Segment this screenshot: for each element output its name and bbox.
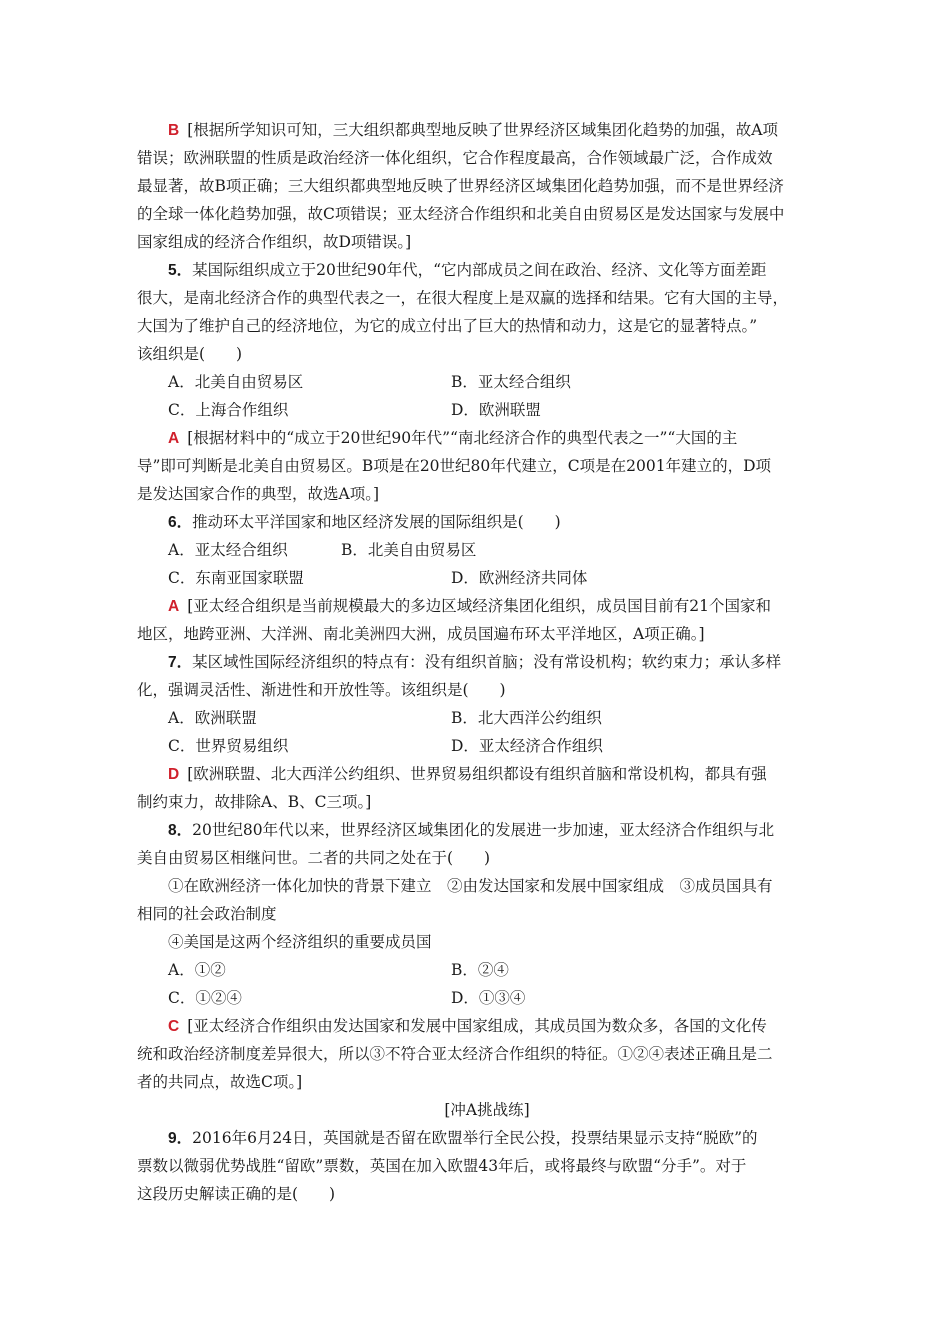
option-c: C．东南亚国家联盟 <box>168 569 304 587</box>
option-b: B．亚太经合组织 <box>451 373 571 391</box>
option-c: C．世界贸易组织 <box>168 737 289 755</box>
statement-line: 相同的社会政治制度 <box>137 905 277 923</box>
option-d: D．欧洲联盟 <box>451 401 541 419</box>
options-row <box>137 564 837 592</box>
answer-letter: B <box>168 122 180 139</box>
options-row <box>137 368 837 396</box>
statement-line: ①在欧洲经济一体化加快的背景下建立 ②由发达国家和发展中国家组成 ③成员国具有 <box>168 877 773 895</box>
question-number: 9． <box>168 1130 193 1147</box>
options-row <box>137 984 837 1012</box>
option-c: C．①②④ <box>168 989 242 1007</box>
question-number: 5． <box>168 262 193 279</box>
options-row <box>137 956 837 984</box>
question-number: 8． <box>168 822 193 839</box>
option-d: D．①③④ <box>451 989 526 1007</box>
option-d: D．亚太经济合作组织 <box>451 737 603 755</box>
answer-letter: C <box>168 1018 180 1035</box>
option-a: A．北美自由贸易区 <box>168 373 304 391</box>
options-row <box>137 536 837 564</box>
option-a: A．欧洲联盟 <box>168 709 257 727</box>
answer-letter: A <box>168 598 180 615</box>
option-c: C．上海合作组织 <box>168 401 289 419</box>
section-title: [冲A挑战练] <box>444 1101 530 1119</box>
answer-letter: D <box>168 766 180 783</box>
option-a: A．亚太经合组织 <box>168 541 288 559</box>
option-b: B．北大西洋公约组织 <box>451 709 602 727</box>
question-8: 8．20世纪80年代以来，世界经济区域集团化的发展进一步加速，亚太经济合作组织与北 美自由贸易区相继问世。二者的共同之处在于( ) ①在欧洲经济一体化加快的背景下建立 ②由发达国家和发展中国家组成 ③成员国具有 相同的社会政治制度 ④美国是这两个经济组织的重要成员国 A．①② B．②④ C．①②④ D．①③④ C [亚太经济合作组织由发达国家和发展中国家组成，其成员国为数众多，各国的文化传 统和政治经济制度差异很大，所以③不符合亚太经济合作组织的特征。①②④表述正确且是二 者的共同点，故选C项。] <box>137 816 837 1096</box>
options-row <box>137 396 837 424</box>
question-9: 9．2016年6月24日，英国就是否留在欧盟举行全民公投，投票结果显示支持“脱欧”的 票数以微弱优势战胜“留欧”票数，英国在加入欧盟43年后，或将最终与欧盟“分手”。对于 这段历史解读正确的是( ) <box>137 1129 758 1203</box>
document-page <box>137 116 837 1208</box>
answer-letter: A <box>168 430 180 447</box>
q4-analysis: B [根据所学知识可知，三大组织都典型地反映了世界经济区域集团化趋势的加强，故A项 错误；欧洲联盟的性质是政治经济一体化组织，它合作程度最高，合作领域最广泛，合作成效 最显著，故B项正确；三大组织都典型地反映了世界经济区域集团化趋势加强，而不是世界经济 的全球一体化趋势加强，故C项错误；亚太经济合作组织和北美自由贸易区是发达国家与发展中 国家组成的经济合作组织，故D项错误。] <box>137 121 785 251</box>
option-d: D．欧洲经济共同体 <box>451 569 588 587</box>
question-6: 6．推动环太平洋国家和地区经济发展的国际组织是( ) A．亚太经合组织 B．北美自由贸易区 C．东南亚国家联盟 D．欧洲经济共同体 A [亚太经合组织是当前规模最大的多边区域经济集团化组织，成员国目前有21个国家和 地区，地跨亚洲、大洋洲、南北美洲四大洲，成员国遍布环太平洋地区，A项正确。] <box>137 508 837 648</box>
statement-line: ④美国是这两个经济组织的重要成员国 <box>168 933 432 951</box>
question-5: 5．某国际组织成立于20世纪90年代，“它内部成员之间在政治、经济、文化等方面差距 很大，是南北经济合作的典型代表之一，在很大程度上是双赢的选择和结果。它有大国的主导， 大国为了维护自己的经济地位，为它的成立付出了巨大的热情和动力，这是它的显著特点。” 该组织是( ) A．北美自由贸易区 B．亚太经合组织 C．上海合作组织 D．欧洲联盟 A [根据材料中的“成立于20世纪90年代”“南北经济合作的典型代表之一”“大国的主 导”即可判断是北美自由贸易区。B项是在20世纪80年代建立，C项是在2001年建立的，D项 是发达国家合作的典型，故选A项。] <box>137 256 837 508</box>
question-number: 7． <box>168 654 193 671</box>
question-number: 6． <box>168 514 193 531</box>
options-row <box>137 704 837 732</box>
option-b: B．北美自由贸易区 <box>341 541 477 559</box>
option-a: A．①② <box>168 961 226 979</box>
question-7: 7．某区域性国际经济组织的特点有：没有组织首脑；没有常设机构；软约束力；承认多样 化，强调灵活性、渐进性和开放性等。该组织是( ) A．欧洲联盟 B．北大西洋公约组织 C．世界贸易组织 D．亚太经济合作组织 D [欧洲联盟、北大西洋公约组织、世界贸易组织都设有组织首脑和常设机构，都具有强 制约束力，故排除A、B、C三项。] <box>137 648 837 816</box>
options-row <box>137 732 837 760</box>
option-b: B．②④ <box>451 961 509 979</box>
